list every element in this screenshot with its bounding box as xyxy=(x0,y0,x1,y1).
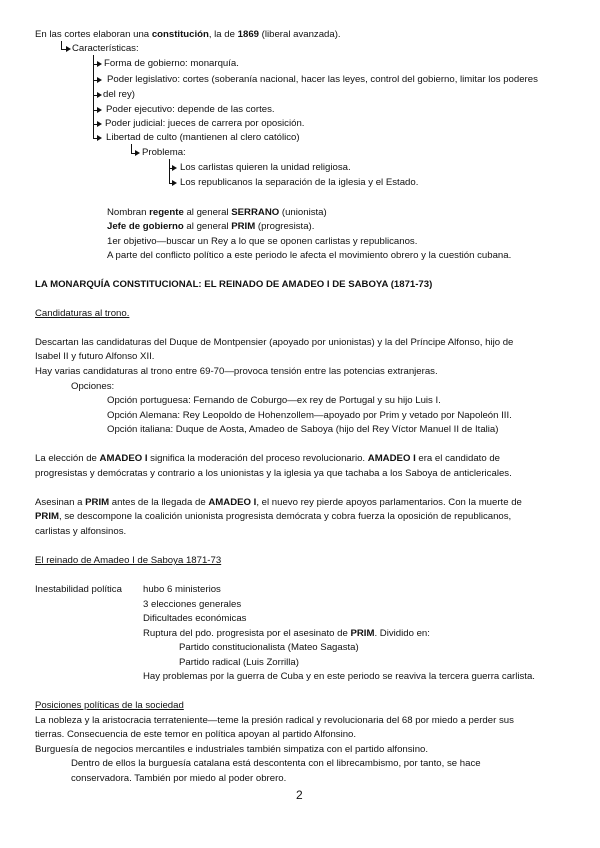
posiciones-line-2: tierras. Consecuencia de este temor en política apoyan al partido Alfonsino. xyxy=(35,729,357,740)
arrow-head-icon xyxy=(172,180,177,186)
eleccion-line-1: La elección de AMADEO I significa la moderación del proceso revolucionario. AMADEO I era el candidato de xyxy=(35,453,501,464)
item-legislativo: Poder legislativo: cortes (soberanía nacional, hacer las leyes, control del gobierno, limitar los poderes xyxy=(107,74,538,85)
reinado-item-3: Dificultades económicas xyxy=(143,613,247,624)
opcion-alemana: Opción Alemana: Rey Leopoldo de Hohenzollem—apoyado por Prim y vetado por Napoleón III. xyxy=(107,410,512,421)
arrow-head-icon xyxy=(66,46,71,52)
arrow-head-icon xyxy=(135,150,140,156)
asesinato-line-2: PRIM, se descompone la coalición unionista progresista demócrata y cobra fuerza la oposición de republicanos, xyxy=(35,511,512,522)
regencia-line-3: 1er objetivo—buscar un Rey a lo que se oponen carlistas y republicanos. xyxy=(107,236,418,247)
arrow-head-icon xyxy=(97,61,102,67)
caracteristicas-label: Características: xyxy=(72,43,139,54)
arrow-head-icon xyxy=(97,107,102,113)
item-ejecutivo: Poder ejecutivo: depende de las cortes. xyxy=(106,104,275,115)
item-forma: Forma de gobierno: monarquía. xyxy=(104,58,239,69)
arrow-head-icon xyxy=(97,77,102,83)
regencia-line-2: Jefe de gobierno al general PRIM (progresista). xyxy=(107,221,315,232)
tree-line xyxy=(93,55,94,138)
candidaturas-p1-l2: Isabel II y futuro Alfonso XII. xyxy=(35,351,155,362)
posiciones-line-1: La nobleza y la aristocracia terrateniente—teme la presión radical y revolucionaria del 68 por miedo a perder sus xyxy=(35,715,514,726)
posiciones-line-3: Burguesía de negocios mercantiles e industriales también simpatiza con el partido alfonsino. xyxy=(35,744,429,755)
tree-line xyxy=(61,41,62,49)
arrow-head-icon xyxy=(172,165,177,171)
problema-carlistas: Los carlistas quieren la unidad religiosa. xyxy=(180,162,351,173)
intro-line: En las cortes elaboran una constitución, la de 1869 (liberal avanzada). xyxy=(35,29,341,40)
item-legislativo-cont: del rey) xyxy=(103,89,135,100)
reinado-item-2: 3 elecciones generales xyxy=(143,599,242,610)
opcion-portuguesa: Opción portuguesa: Fernando de Coburgo—ex rey de Portugal y su hijo Luis I. xyxy=(107,395,441,406)
posiciones-line-4: Dentro de ellos la burguesía catalana está descontenta con el librecambismo, por tanto, se hace xyxy=(71,758,481,769)
asesinato-line-3: carlistas y alfonsinos. xyxy=(35,526,127,537)
problema-republicanos: Los republicanos la separación de la iglesia y el Estado. xyxy=(180,177,419,188)
candidaturas-heading: Candidaturas al trono. xyxy=(35,308,130,319)
reinado-item-1: hubo 6 ministerios xyxy=(143,584,221,595)
regencia-line-1: Nombran regente al general SERRANO (unionista) xyxy=(107,207,327,218)
item-culto: Libertad de culto (mantienen al clero católico) xyxy=(106,132,300,143)
reinado-item-4: Ruptura del pdo. progresista por el asesinato de PRIM. Dividido en: xyxy=(143,628,430,639)
partido-radical: Partido radical (Luis Zorrilla) xyxy=(179,657,299,668)
opciones-label: Opciones: xyxy=(71,381,115,392)
section-title: LA MONARQUÍA CONSTITUCIONAL: EL REINADO DE AMADEO I DE SABOYA (1871-73) xyxy=(35,279,433,290)
reinado-item-7: Hay problemas por la guerra de Cuba y en este periodo se reaviva la tercera guerra carlista. xyxy=(143,671,535,682)
candidaturas-p1-l1: Descartan las candidaturas del Duque de Montpensier (apoyado por unionistas) y la del Príncipe Alfonso, hijo de xyxy=(35,337,514,348)
tree-line xyxy=(169,159,170,183)
arrow-head-icon xyxy=(97,121,102,127)
candidaturas-p1-l3: Hay varias candidaturas al trono entre 69-70—provoca tensión entre las potencias extranjeras. xyxy=(35,366,438,377)
inestabilidad-label: Inestabilidad política xyxy=(35,584,122,595)
arrow-head-icon xyxy=(97,92,102,98)
asesinato-line-1: Asesinan a PRIM antes de la llegada de AMADEO I, el nuevo rey pierde apoyos parlamentarios. Con la muerte de xyxy=(35,497,522,508)
regencia-line-4: A parte del conflicto político a este periodo le afecta el movimiento obrero y la cuestión cubana. xyxy=(107,250,512,261)
posiciones-line-5: conservadora. También por miedo al poder obrero. xyxy=(71,773,287,784)
posiciones-heading: Posiciones políticas de la sociedad xyxy=(35,700,184,711)
item-judicial: Poder judicial: jueces de carrera por oposición. xyxy=(105,118,305,129)
eleccion-line-2: progresistas y demócratas y contrario a los unionistas y la iglesia ya que tachaba a los Saboya de anticlericales. xyxy=(35,468,512,479)
arrow-head-icon xyxy=(97,135,102,141)
page-number: 2 xyxy=(296,788,303,802)
tree-line xyxy=(131,144,132,153)
partido-constitucionalista: Partido constitucionalista (Mateo Sagasta) xyxy=(179,642,359,653)
reinado-heading: El reinado de Amadeo I de Saboya 1871-73 xyxy=(35,555,222,566)
problema-label: Problema: xyxy=(142,147,186,158)
opcion-italiana: Opción italiana: Duque de Aosta, Amadeo de Saboya (hijo del Rey Víctor Manuel II de Italia) xyxy=(107,424,499,435)
